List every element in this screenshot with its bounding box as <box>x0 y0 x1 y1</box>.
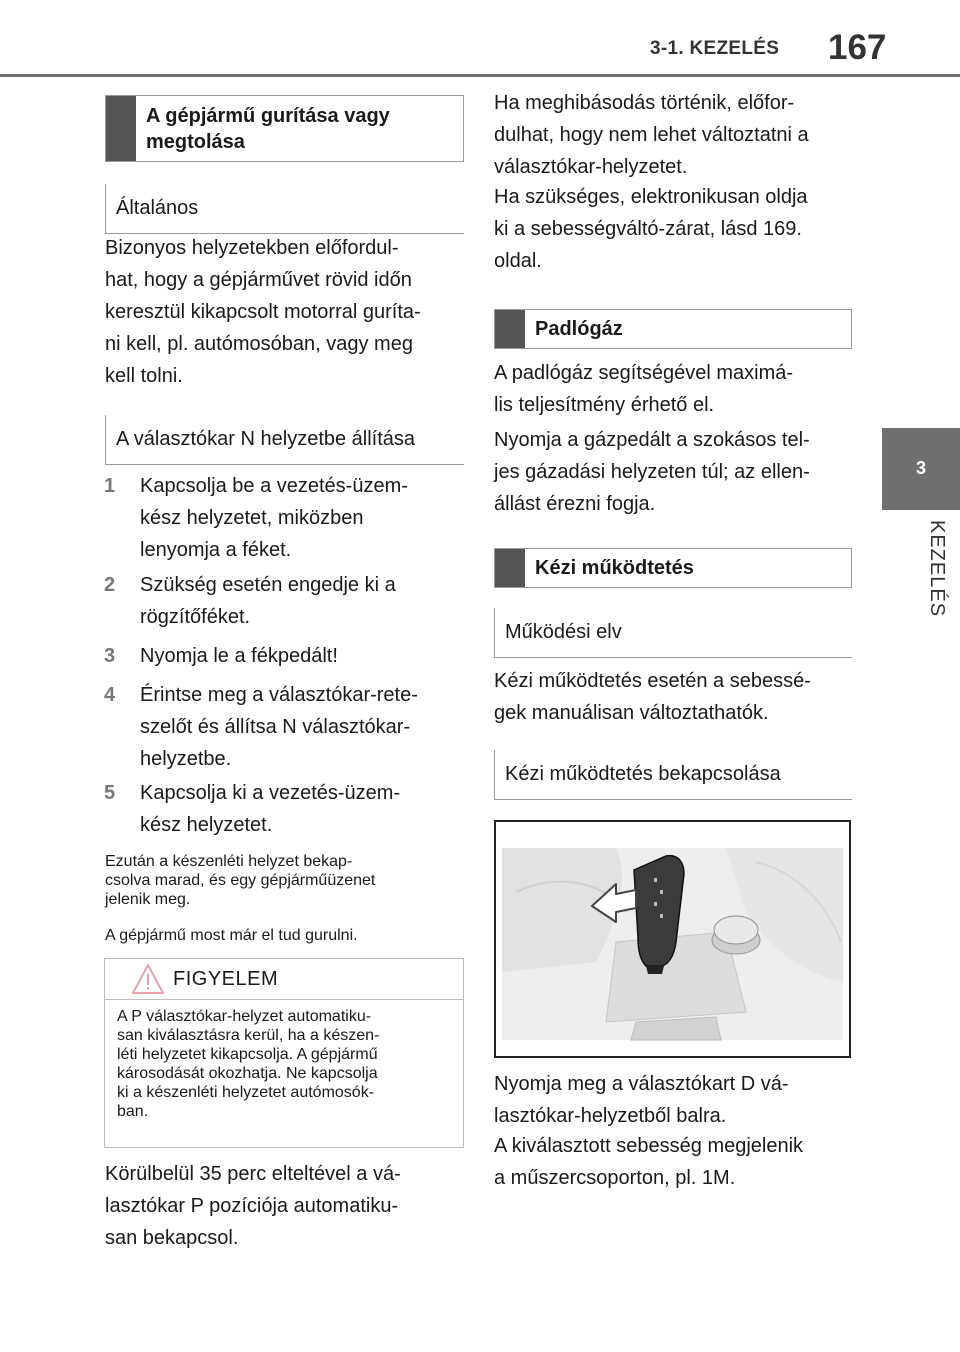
text-line: ni kell, pl. autómosóban, vagy meg <box>105 333 413 355</box>
header-rule <box>0 74 960 77</box>
text-line: Ha szükséges, elektronikusan oldja <box>494 186 808 208</box>
heading-manual-mode <box>494 548 852 588</box>
subheading-text: Általános <box>116 197 199 219</box>
text-line: jelenik meg. <box>105 891 191 908</box>
text-line: helyzetbe. <box>140 748 232 770</box>
text-line: dulhat, hogy nem lehet változtatni a <box>494 124 809 146</box>
text-line: A kiválasztott sebesség megjelenik <box>494 1135 804 1157</box>
heading-rolling-pushing <box>105 95 464 162</box>
subheading-text: Kézi működtetés bekapcsolása <box>505 763 781 785</box>
warning-title: FIGYELEM <box>173 968 279 990</box>
text-line: san kiválasztásra kerül, ha a készen- <box>117 1027 380 1044</box>
step-number: 2 <box>104 574 116 596</box>
text-line: lenyomja a féket. <box>140 539 292 561</box>
text-line: Kapcsolja be a vezetés-üzem- <box>140 475 408 497</box>
text-line: kell tolni. <box>105 365 183 387</box>
text-line: Kapcsolja ki a vezetés-üzem- <box>140 782 401 804</box>
chapter-tab-number: 3 <box>915 458 926 478</box>
heading-text: Padlógáz <box>535 318 623 340</box>
text-line: lasztókar P pozíciója automatiku- <box>105 1195 399 1217</box>
text-line: oldal. <box>494 250 542 272</box>
text-line: léti helyzetet kikapcsolja. A gépjármű <box>117 1046 378 1063</box>
text-line: ki a sebességváltó-zárat, lásd 169. <box>494 218 802 240</box>
subheading-neutral <box>105 415 464 465</box>
warning-text <box>117 1007 453 1121</box>
text-line: ban. <box>117 1103 149 1120</box>
subheading-general <box>105 184 464 234</box>
step-number: 5 <box>104 782 116 804</box>
warning-box <box>104 958 464 1148</box>
subheading-text: A választókar N helyzetbe állítása <box>116 428 416 450</box>
text-line: lis teljesítmény érhető el. <box>494 394 715 416</box>
warning-triangle-icon <box>131 963 165 995</box>
text-line: szelőt és állítsa N választókar- <box>140 716 411 738</box>
subheading-principle <box>494 608 852 658</box>
gear-selector-drawing <box>496 822 849 1056</box>
text-line: a műszercsoporton, pl. 1M. <box>494 1167 736 1189</box>
heading-bar <box>495 549 525 587</box>
text-line: Nyomja le a fékpedált! <box>140 645 338 667</box>
text-line: Bizonyos helyzetekben előfordul- <box>105 237 399 259</box>
text-line: ki a készenléti helyzetet autómosók- <box>117 1084 375 1101</box>
text-line: keresztül kikapcsolt motorral guríta- <box>105 301 421 323</box>
text-line: Körülbelül 35 perc elteltével a vá- <box>105 1163 401 1185</box>
text-line: jes gázadási helyzeten túl; az ellen- <box>494 461 810 483</box>
running-header-section: 3-1. KEZELÉS <box>650 38 780 59</box>
text-line: Nyomja a gázpedált a szokásos tel- <box>494 429 810 451</box>
transmission-lock-paragraph <box>494 181 864 277</box>
malfunction-paragraph <box>494 87 864 183</box>
text-line: rögzítőféket. <box>140 606 251 628</box>
note-paragraph <box>105 852 475 909</box>
principle-paragraph <box>494 665 864 729</box>
page-number: 167 <box>828 28 887 67</box>
text-line: állást érezni fogja. <box>494 493 656 515</box>
kickdown-paragraph <box>494 357 864 421</box>
text-line: Szükség esetén engedje ki a <box>140 574 396 596</box>
subheading-activate <box>494 750 852 800</box>
text-line: gek manuálisan változtathatók. <box>494 702 769 724</box>
closing-paragraph <box>105 1158 475 1254</box>
text-line: A padlógáz segítségével maximá- <box>494 362 794 384</box>
text-line: kész helyzetet. <box>140 814 273 836</box>
text-line: Ezután a készenléti helyzet bekap- <box>105 853 353 870</box>
heading-text: A gépjármű gurítása vagy megtolása <box>146 104 390 153</box>
warning-header <box>105 959 463 1000</box>
text-line: károsodását okozhatja. Ne kapcsolja <box>117 1065 378 1082</box>
chapter-tab-title: KEZELÉS <box>926 520 948 618</box>
heading-text: Kézi működtetés <box>535 557 694 579</box>
heading-bar <box>106 96 136 161</box>
text-line: A P választókar-helyzet automatiku- <box>117 1008 372 1025</box>
text-line: választókar-helyzetet. <box>494 156 688 178</box>
text-line: Kézi működtetés esetén a sebessé- <box>494 670 811 692</box>
step-number: 4 <box>104 684 116 706</box>
text-line: lasztókar-helyzetből balra. <box>494 1105 727 1127</box>
step-number: 1 <box>104 475 116 497</box>
text-line: Érintse meg a választókar-rete- <box>140 684 418 706</box>
kickdown-paragraph-2 <box>494 424 864 520</box>
gear-display-paragraph <box>494 1130 864 1194</box>
step-number: 3 <box>104 645 116 667</box>
general-paragraph <box>105 232 475 392</box>
text-line: Ha meghibásodás történik, előfor- <box>494 92 795 114</box>
heading-bar <box>495 310 525 348</box>
manual-instruction-paragraph <box>494 1068 864 1132</box>
text-line: csolva marad, és egy gépjárműüzenet <box>105 872 376 889</box>
text-line: kész helyzetet, miközben <box>140 507 364 529</box>
note-paragraph-2: A gépjármű most már el tud gurulni. <box>105 927 358 944</box>
text-line: hat, hogy a gépjárművet rövid időn <box>105 269 412 291</box>
text-line: san bekapcsol. <box>105 1227 239 1249</box>
gear-selector-illustration <box>494 820 851 1058</box>
heading-kickdown <box>494 309 852 349</box>
subheading-text: Működési elv <box>505 621 622 643</box>
text-line: Nyomja meg a választókart D vá- <box>494 1073 789 1095</box>
